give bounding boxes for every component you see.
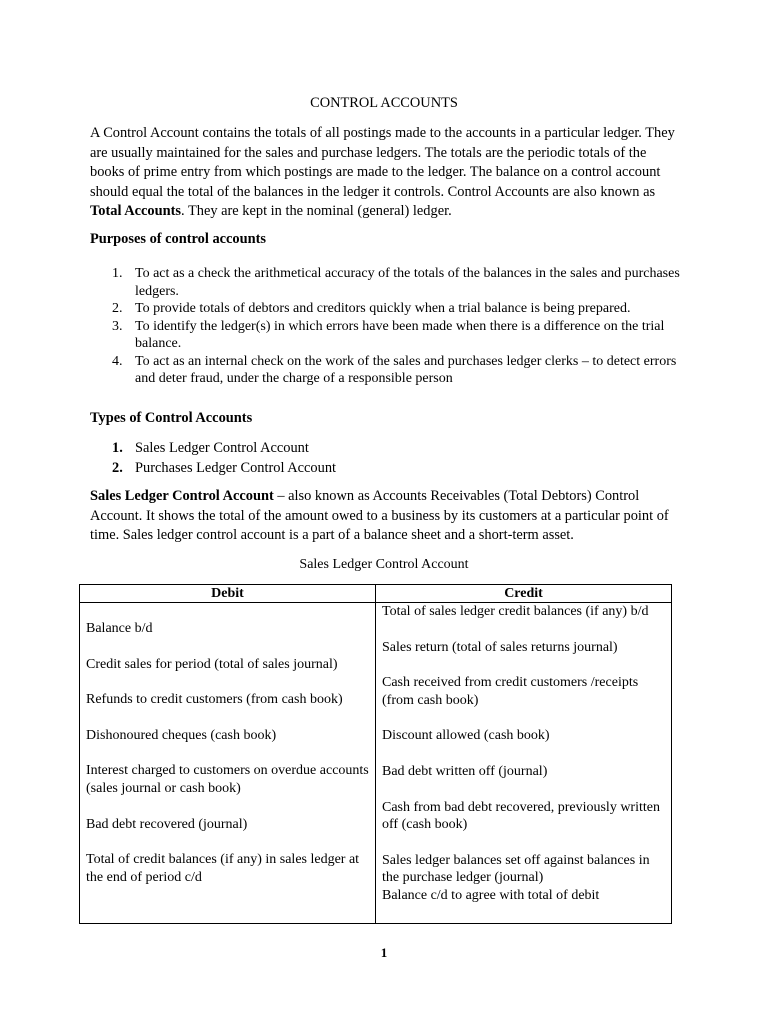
list-item (90, 458, 336, 478)
debit-entry: Balance b/d (86, 621, 153, 636)
sales-ledger-paragraph (90, 487, 684, 546)
page-number: 1 (380, 945, 388, 960)
purposes-list (90, 265, 684, 388)
credit-column (376, 603, 672, 924)
credit-entry: Sales return (total of sales returns journal) (382, 639, 618, 655)
debit-entry: Bad debt recovered (journal) (86, 816, 248, 832)
sales-ledger-term: Sales Ledger Control Account (90, 488, 274, 504)
credit-entry: Discount allowed (cash book) (382, 728, 550, 744)
list-item-number: 1. (112, 440, 123, 456)
debit-header: Debit (80, 585, 376, 603)
list-item-number: 4. (112, 353, 123, 369)
sales-ledger-description: – also known as Accounts Receivables (Total Debtors) Control Account. It shows the total of the amount owed to a business by its customers at a particular point of time. Sales ledger control account is a part of a balance sheet and a short-term asset. (90, 488, 669, 543)
table-caption: Sales Ledger Control Account (299, 557, 469, 572)
sales-ledger-control-table (79, 584, 672, 924)
purposes-heading: Purposes of control accounts (90, 231, 267, 247)
intro-bold-term: Total Accounts (90, 203, 182, 219)
credit-entry: Total of sales ledger credit balances (if any) b/d (382, 604, 649, 619)
debit-entry: Refunds to credit customers (from cash book) (86, 692, 343, 708)
list-item-number: 3. (112, 318, 123, 334)
list-item (90, 438, 336, 458)
list-item-text: Sales Ledger Control Account (135, 440, 309, 456)
credit-header: Credit (376, 585, 672, 603)
credit-entry: Cash received from credit customers /receipts (from cash book) (382, 675, 639, 708)
types-list (90, 438, 336, 478)
debit-entry: Total of credit balances (if any) in sales ledger at the end of period c/d (86, 852, 360, 885)
credit-entry: Bad debt written off (journal) (382, 763, 548, 779)
page-title: CONTROL ACCOUNTS (310, 95, 458, 111)
list-item-text: To act as an internal check on the work of the sales and purchases ledger clerks – to detect errors and deter fraud, under the charge of a responsible person (135, 353, 677, 386)
list-item (90, 353, 684, 388)
list-item-text: To identify the ledger(s) in which errors have been made when there is a difference on the trial balance. (135, 318, 665, 351)
table-header-row (80, 585, 672, 603)
list-item-number: 2. (112, 460, 123, 476)
list-item-number: 1. (112, 266, 123, 281)
table-row (80, 603, 672, 924)
debit-column (80, 603, 376, 924)
list-item-text: To provide totals of debtors and creditors quickly when a trial balance is being prepared. (135, 301, 631, 316)
credit-entry: Sales ledger balances set off against balances in the purchase ledger (journal) (382, 852, 650, 886)
credit-entry: Cash from bad debt recovered, previously written off (cash book) (382, 799, 660, 833)
debit-entry: Interest charged to customers on overdue accounts (sales journal or cash book) (86, 763, 369, 796)
credit-entry: Balance c/d to agree with total of debit (382, 887, 600, 903)
debit-entry: Credit sales for period (total of sales journal) (86, 656, 338, 672)
types-heading: Types of Control Accounts (90, 410, 253, 426)
intro-text-part2: . They are kept in the nominal (general) ledger. (181, 203, 452, 219)
intro-paragraph (90, 124, 684, 222)
list-item-text: Purchases Ledger Control Account (135, 460, 337, 476)
list-item-text: To act as a check the arithmetical accuracy of the totals of the balances in the sales and purchases ledgers. (135, 266, 680, 299)
debit-entry: Dishonoured cheques (cash book) (86, 727, 277, 743)
list-item (90, 265, 684, 300)
list-item (90, 300, 684, 318)
list-item-number: 2. (112, 301, 123, 316)
intro-text-part1: A Control Account contains the totals of all postings made to the accounts in a particular ledger. They are usually maintained for the sales and purchase ledgers. The totals are the periodic totals of the books of prime entry from which postings are made to the ledger. The balance on a control account should equal the total of the balances in the ledger it controls. Control Accounts are also known as (90, 125, 675, 200)
list-item (90, 318, 684, 353)
